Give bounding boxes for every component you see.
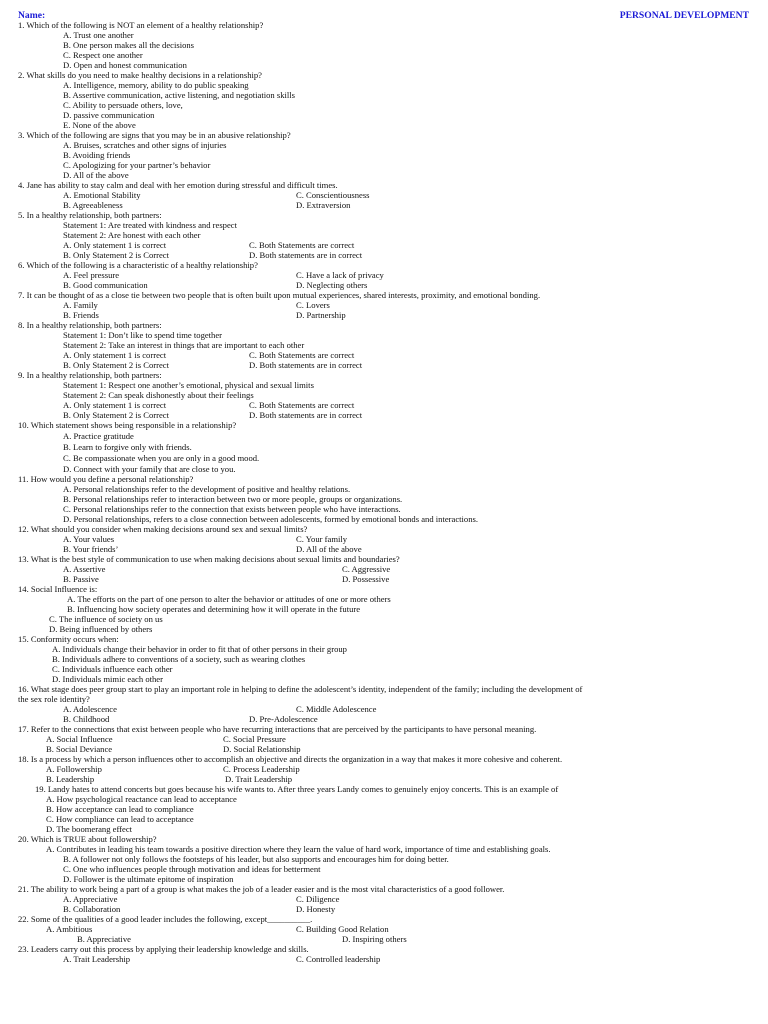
answer-choice: C. How compliance can lead to acceptance <box>46 814 194 824</box>
answer-choice: C. One who influences people through motivation and ideas for betterment <box>63 864 321 874</box>
answer-choice: A. Your values <box>63 534 115 544</box>
answer-choice: D. Both statements are in correct <box>249 250 363 260</box>
answer-choice: D. The boomerang effect <box>46 824 133 834</box>
answer-choice: C. Be compassionate when you are only in a good mood. <box>63 453 260 463</box>
answer-choice: C. Lovers <box>296 300 330 310</box>
question-text: 15. Conformity occurs when: <box>18 634 119 644</box>
answer-choice: A. Personal relationships refer to the development of positive and healthy relations. <box>63 484 351 494</box>
answer-choice: C. Respect one another <box>63 50 143 60</box>
answer-choice: B. Influencing how society operates and determining how it will operate in the future <box>67 604 361 614</box>
answer-choice: D. Trait Leadership <box>225 774 293 784</box>
answer-choice: C. Middle Adolescence <box>296 704 377 714</box>
answer-choice: C. Personal relationships refer to the connection that exists between people who have interactions. <box>63 504 401 514</box>
question-text: 14. Social Influence is: <box>18 584 98 594</box>
answer-choice: D. passive communication <box>63 110 155 120</box>
answer-choice: B. Childhood <box>63 714 110 724</box>
answer-choice: Statement 1: Don’t like to spend time together <box>63 330 223 340</box>
answer-choice: Statement 2: Can speak dishonestly about their feelings <box>63 390 254 400</box>
answer-choice: A. Bruises, scratches and other signs of injuries <box>63 140 227 150</box>
answer-choice: Statement 1: Respect one another’s emotional, physical and sexual limits <box>63 380 314 390</box>
answer-choice: C. Aggressive <box>342 564 391 574</box>
answer-choice: A. Intelligence, memory, ability to do public speaking <box>63 80 249 90</box>
answer-choice: D. Partnership <box>296 310 346 320</box>
answer-choice: D. Inspiring others <box>342 934 407 944</box>
question-text: 23. Leaders carry out this process by applying their leadership knowledge and skills. <box>18 944 309 954</box>
answer-choice: A. Practice gratitude <box>63 431 134 441</box>
question-text: 16. What stage does peer group start to play an important role in helping to define the adolescent’s identity, independent of the family; including the development of <box>18 684 583 694</box>
question-text: 10. Which statement shows being responsible in a relationship? <box>18 420 237 430</box>
answer-choice: D. All of the above <box>296 544 362 554</box>
answer-choice: A. Trust one another <box>63 30 134 40</box>
subject-title: PERSONAL DEVELOPMENT <box>619 10 749 21</box>
question-text: 12. What should you consider when making decisions around sex and sexual limits? <box>18 524 308 534</box>
question-text: 22. Some of the qualities of a good leader includes the following, except__________. <box>18 914 313 924</box>
answer-choice: D. Honesty <box>296 904 336 914</box>
answer-choice: A. How psychological reactance can lead to acceptance <box>46 794 237 804</box>
answer-choice: A. Followership <box>46 764 102 774</box>
question-text: 2. What skills do you need to make healthy decisions in a relationship? <box>18 70 262 80</box>
answer-choice: B. Agreeableness <box>63 200 123 210</box>
answer-choice: Statement 1: Are treated with kindness and respect <box>63 220 237 230</box>
answer-choice: D. Follower is the ultimate epitome of inspiration <box>63 874 234 884</box>
answer-choice: D. Being influenced by others <box>49 624 153 634</box>
question-text: 8. In a healthy relationship, both partners: <box>18 320 162 330</box>
answer-choice: A. Trait Leadership <box>63 954 131 964</box>
question-text: 21. The ability to work being a part of a group is what makes the job of a leader easier and is the most vital characteristics of a good follower. <box>18 884 505 894</box>
answer-choice: C. Both Statements are correct <box>249 350 355 360</box>
answer-choice: D. Both statements are in correct <box>249 360 363 370</box>
answer-choice: B. Good communication <box>63 280 148 290</box>
answer-choice: B. Appreciative <box>77 934 131 944</box>
question-text: 18. Is a process by which a person influences other to accomplish an objective and directs the organization in a way that makes it more cohesive and coherent. <box>18 754 563 764</box>
answer-choice: A. Social Influence <box>46 734 113 744</box>
answer-choice: B. Passive <box>63 574 99 584</box>
answer-choice: D. Pre-Adolescence <box>249 714 318 724</box>
answer-choice: C. Ability to persuade others, love, <box>63 100 183 110</box>
answer-choice: A. Adolescence <box>63 704 117 714</box>
question-text: 6. Which of the following is a characteristic of a healthy relationship? <box>18 260 258 270</box>
answer-choice: A. Only statement 1 is correct <box>63 350 167 360</box>
answer-choice: A. Feel pressure <box>63 270 120 280</box>
question-text: 19. Landy hates to attend concerts but goes because his wife wants to. After three years Landy comes to genuinely enjoy concerts. This is an example of <box>35 784 559 794</box>
answer-choice: B. Avoiding friends <box>63 150 131 160</box>
answer-choice: D. Neglecting others <box>296 280 368 290</box>
answer-choice: B. Leadership <box>46 774 95 784</box>
answer-choice: C. Have a lack of privacy <box>296 270 384 280</box>
answer-choice: B. Your friends’ <box>63 544 119 554</box>
answer-choice: C. Social Pressure <box>223 734 286 744</box>
answer-choice: D. Possessive <box>342 574 390 584</box>
answer-choice: B. Collaboration <box>63 904 121 914</box>
question-text: 17. Refer to the connections that exist between people who have recurring interactions that are perceived by the participants to have personal meaning. <box>18 724 537 734</box>
answer-choice: Statement 2: Take an interest in things that are important to each other <box>63 340 305 350</box>
answer-choice: C. Conscientiousness <box>296 190 370 200</box>
answer-choice: B. A follower not only follows the footsteps of his leader, but also supports and encourages him for doing better. <box>63 854 449 864</box>
question-text: 5. In a healthy relationship, both partners: <box>18 210 162 220</box>
answer-choice: Statement 2: Are honest with each other <box>63 230 201 240</box>
answer-choice: C. Individuals influence each other <box>52 664 173 674</box>
answer-choice: the sex role identity? <box>18 694 90 704</box>
question-text: 1. Which of the following is NOT an element of a healthy relationship? <box>18 20 264 30</box>
answer-choice: C. Controlled leadership <box>296 954 381 964</box>
answer-choice: E. None of the above <box>63 120 136 130</box>
answer-choice: B. One person makes all the decisions <box>63 40 195 50</box>
answer-choice: B. Social Deviance <box>46 744 113 754</box>
answer-choice: B. Friends <box>63 310 99 320</box>
answer-choice: D. Social Relationship <box>223 744 301 754</box>
name-label: Name: <box>18 10 46 21</box>
answer-choice: D. Individuals mimic each other <box>52 674 163 684</box>
answer-choice: D. Connect with your family that are close to you. <box>63 464 236 474</box>
answer-choice: C. Diligence <box>296 894 340 904</box>
question-text: 11. How would you define a personal relationship? <box>18 474 194 484</box>
answer-choice: D. Extraversion <box>296 200 351 210</box>
answer-choice: C. Apologizing for your partner’s behavior <box>63 160 211 170</box>
answer-choice: A. Only statement 1 is correct <box>63 240 167 250</box>
answer-choice: B. Only Statement 2 is Correct <box>63 250 169 260</box>
answer-choice: A. The efforts on the part of one person to alter the behavior or attitudes of one or more others <box>67 594 391 604</box>
answer-choice: A. Only statement 1 is correct <box>63 400 167 410</box>
answer-choice: A. Contributes in leading his team towards a positive direction where they learn the value of hard work, importance of time and establishing goals. <box>46 844 551 854</box>
answer-choice: D. Both statements are in correct <box>249 410 363 420</box>
question-text: 20. Which is TRUE about followership? <box>18 834 157 844</box>
answer-choice: D. All of the above <box>63 170 129 180</box>
answer-choice: C. Both Statements are correct <box>249 240 355 250</box>
question-text: 3. Which of the following are signs that you may be in an abusive relationship? <box>18 130 291 140</box>
answer-choice: B. Only Statement 2 is Correct <box>63 360 169 370</box>
answer-choice: B. Learn to forgive only with friends. <box>63 442 192 452</box>
answer-choice: A. Ambitious <box>46 924 93 934</box>
answer-choice: D. Personal relationships, refers to a close connection between adolescents, formed by emotional bonds and interactions. <box>63 514 479 524</box>
answer-choice: D. Open and honest communication <box>63 60 187 70</box>
question-text: 7. It can be thought of as a close tie between two people that is often built upon mutual experiences, shared interests, proximity, and emotional bonding. <box>18 290 541 300</box>
answer-choice: A. Individuals change their behavior in order to fit that of other persons in their group <box>52 644 347 654</box>
answer-choice: C. Process Leadership <box>223 764 300 774</box>
answer-choice: B. Assertive communication, active listening, and negotiation skills <box>63 90 295 100</box>
question-text: 9. In a healthy relationship, both partners: <box>18 370 162 380</box>
question-text: 13. What is the best style of communication to use when making decisions about sexual limits and boundaries? <box>18 554 400 564</box>
question-text: 4. Jane has ability to stay calm and deal with her emotion during stressful and difficult times. <box>18 180 338 190</box>
answer-choice: A. Family <box>63 300 98 310</box>
answer-choice: B. Personal relationships refer to interaction between two or more people, groups or organizations. <box>63 494 403 504</box>
answer-choice: B. Individuals adhere to conventions of a society, such as wearing clothes <box>52 654 306 664</box>
answer-choice: C. Building Good Relation <box>296 924 389 934</box>
answer-choice: C. The influence of society on us <box>49 614 163 624</box>
answer-choice: B. Only Statement 2 is Correct <box>63 410 169 420</box>
answer-choice: C. Both Statements are correct <box>249 400 355 410</box>
answer-choice: B. How acceptance can lead to compliance <box>46 804 194 814</box>
answer-choice: A. Assertive <box>63 564 106 574</box>
answer-choice: C. Your family <box>296 534 348 544</box>
answer-choice: A. Appreciative <box>63 894 118 904</box>
answer-choice: A. Emotional Stability <box>63 190 141 200</box>
